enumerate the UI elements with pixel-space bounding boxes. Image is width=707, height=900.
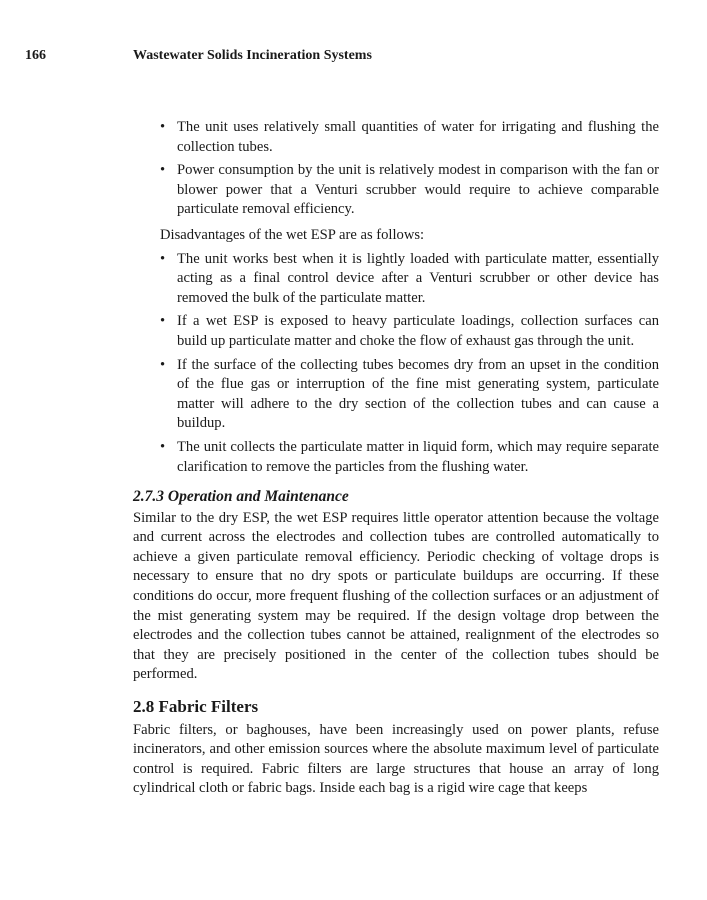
list-item: • The unit uses relatively small quantities of water for irrigating and flushing the collection tubes. xyxy=(133,118,659,157)
list-item: • The unit collects the particulate matter in liquid form, which may require separate clarification to remove the particles from the flushing water. xyxy=(133,438,659,477)
advantages-list xyxy=(133,118,659,220)
operation-maintenance-paragraph: Similar to the dry ESP, the wet ESP requires little operator attention because the voltage and current across the electrodes and collection tubes are controlled automatically to achieve a given particulate removal efficiency. Periodic checking of voltage drops is necessary to ensure that no dry spots or particulate buildups are occurring. If these conditions do occur, more frequent flushing of the collection surfaces or an adjustment of the mist generating system may be required. If the design voltage drop between the electrodes and the collection tubes cannot be attained, realignment of the electrodes so that they are precisely positioned in the center of the collection tubes should be performed. xyxy=(133,509,659,683)
page-number: 166 xyxy=(25,48,46,63)
fabric-filters-paragraph: Fabric filters, or baghouses, have been increasingly used on power plants, refuse incinerators, and other emission sources where the absolute maximum level of particulate control is required. Fabric filters are large structures that house an array of long cylindrical cloth or fabric bags. Inside each bag is a rigid wire cage that keeps xyxy=(133,721,659,797)
disadvantages-intro: Disadvantages of the wet ESP are as follows: xyxy=(160,226,425,243)
disadvantages-list xyxy=(133,250,659,478)
running-title: Wastewater Solids Incineration Systems xyxy=(133,48,372,63)
list-item: • The unit works best when it is lightly loaded with particulate matter, essentially acting as a final control device after a Venturi scrubber or other device has removed the bulk of the particulate matter. xyxy=(133,250,659,309)
page-body xyxy=(133,118,659,799)
subsection-heading: 2.7.3 Operation and Maintenance xyxy=(133,488,349,506)
page-header xyxy=(25,48,667,68)
list-item: • Power consumption by the unit is relatively modest in comparison with the fan or blower power that a Venturi scrubber would require to achieve comparable particulate removal efficiency. xyxy=(133,161,659,220)
list-item: • If the surface of the collecting tubes becomes dry from an upset in the condition of the flue gas or interruption of the fine mist generating system, particulate matter will adhere to the dry section of the collection tubes and can cause a buildup. xyxy=(133,356,659,434)
list-item: • If a wet ESP is exposed to heavy particulate loadings, collection surfaces can build up particulate matter and choke the flow of exhaust gas through the unit. xyxy=(133,312,659,351)
section-heading: 2.8 Fabric Filters xyxy=(133,697,259,717)
